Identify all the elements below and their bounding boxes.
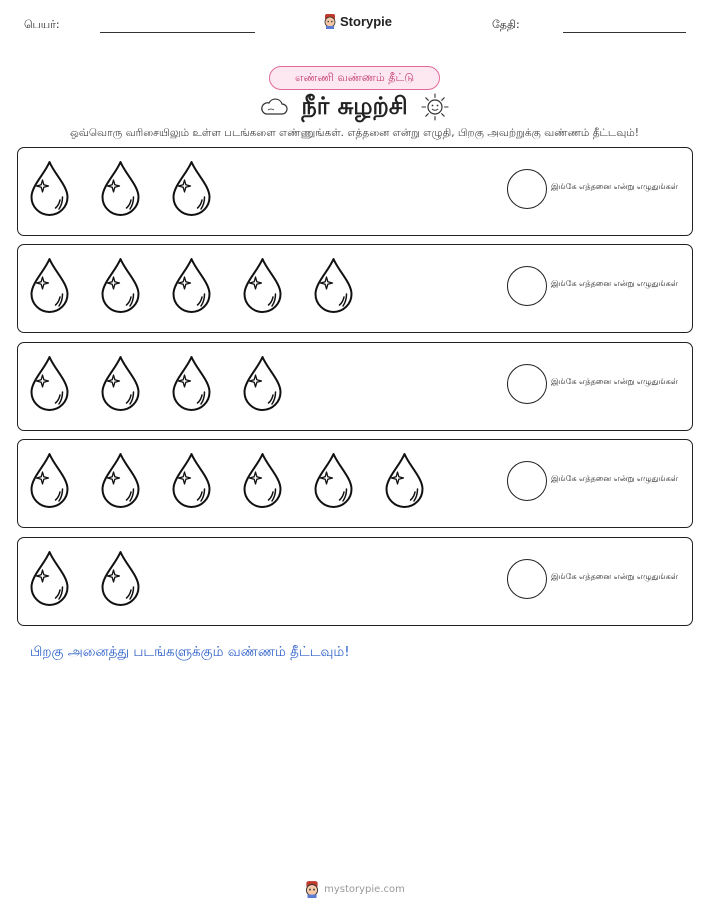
water-drop-icon	[171, 355, 212, 411]
water-drop-icon	[384, 452, 425, 508]
count-row-3	[17, 342, 693, 431]
water-drop-icon	[29, 257, 70, 313]
answer-hint: இங்கே எத்தனை என்று எழுதுங்கள்	[551, 474, 678, 483]
drop-group	[29, 257, 384, 313]
instructions: ஒவ்வொரு வரிசையிலும் உள்ள படங்களை எண்ணுங்கள். எத்தனை என்று எழுதி, பிறகு அவற்றுக்கு வண்ணம் தீட்டவும்!	[70, 127, 639, 139]
name-line[interactable]	[100, 32, 255, 33]
water-drop-icon	[100, 452, 141, 508]
water-drop-icon	[29, 452, 70, 508]
answer-circle[interactable]	[507, 461, 547, 501]
answer-circle[interactable]	[507, 266, 547, 306]
storypie-logo-icon	[304, 880, 320, 898]
date-line[interactable]	[563, 32, 686, 33]
cloud-icon	[259, 97, 289, 117]
brand-name: Storypie	[340, 13, 393, 29]
water-drop-icon	[100, 257, 141, 313]
answer-circle[interactable]	[507, 169, 547, 209]
count-row-4	[17, 439, 693, 528]
site-url: mystorypie.com	[324, 883, 405, 895]
footer-note: பிறகு அனைத்து படங்களுக்கும் வண்ணம் தீட்டவும்!	[30, 644, 350, 660]
drop-group	[29, 160, 242, 216]
brand	[323, 13, 392, 29]
water-drop-icon	[29, 550, 70, 606]
answer-hint: இங்கே எத்தனை என்று எழுதுங்கள்	[551, 182, 678, 191]
answer-hint: இங்கே எத்தனை என்று எழுதுங்கள்	[551, 377, 678, 386]
drop-group	[29, 550, 171, 606]
water-drop-icon	[100, 550, 141, 606]
count-row-2	[17, 244, 693, 333]
water-drop-icon	[313, 257, 354, 313]
water-drop-icon	[171, 160, 212, 216]
count-row-5	[17, 537, 693, 626]
water-drop-icon	[29, 355, 70, 411]
date-label: தேதி:	[492, 18, 520, 31]
water-drop-icon	[171, 452, 212, 508]
title-row	[0, 90, 709, 124]
water-drop-icon	[29, 160, 70, 216]
storypie-logo-icon	[323, 13, 337, 29]
drop-group	[29, 452, 455, 508]
answer-circle[interactable]	[507, 364, 547, 404]
sun-icon	[420, 92, 450, 122]
count-row-1	[17, 147, 693, 236]
page-title: நீர் சுழற்சி	[301, 91, 408, 120]
water-drop-icon	[313, 452, 354, 508]
water-drop-icon	[100, 160, 141, 216]
water-drop-icon	[100, 355, 141, 411]
answer-hint: இங்கே எத்தனை என்று எழுதுங்கள்	[551, 279, 678, 288]
drop-group	[29, 355, 313, 411]
activity-badge: எண்ணி வண்ணம் தீட்டு	[269, 66, 440, 90]
water-drop-icon	[242, 355, 283, 411]
name-label: பெயர்:	[24, 18, 60, 31]
water-drop-icon	[242, 452, 283, 508]
answer-hint: இங்கே எத்தனை என்று எழுதுங்கள்	[551, 572, 678, 581]
water-drop-icon	[171, 257, 212, 313]
answer-circle[interactable]	[507, 559, 547, 599]
site-footer	[0, 880, 709, 898]
water-drop-icon	[242, 257, 283, 313]
